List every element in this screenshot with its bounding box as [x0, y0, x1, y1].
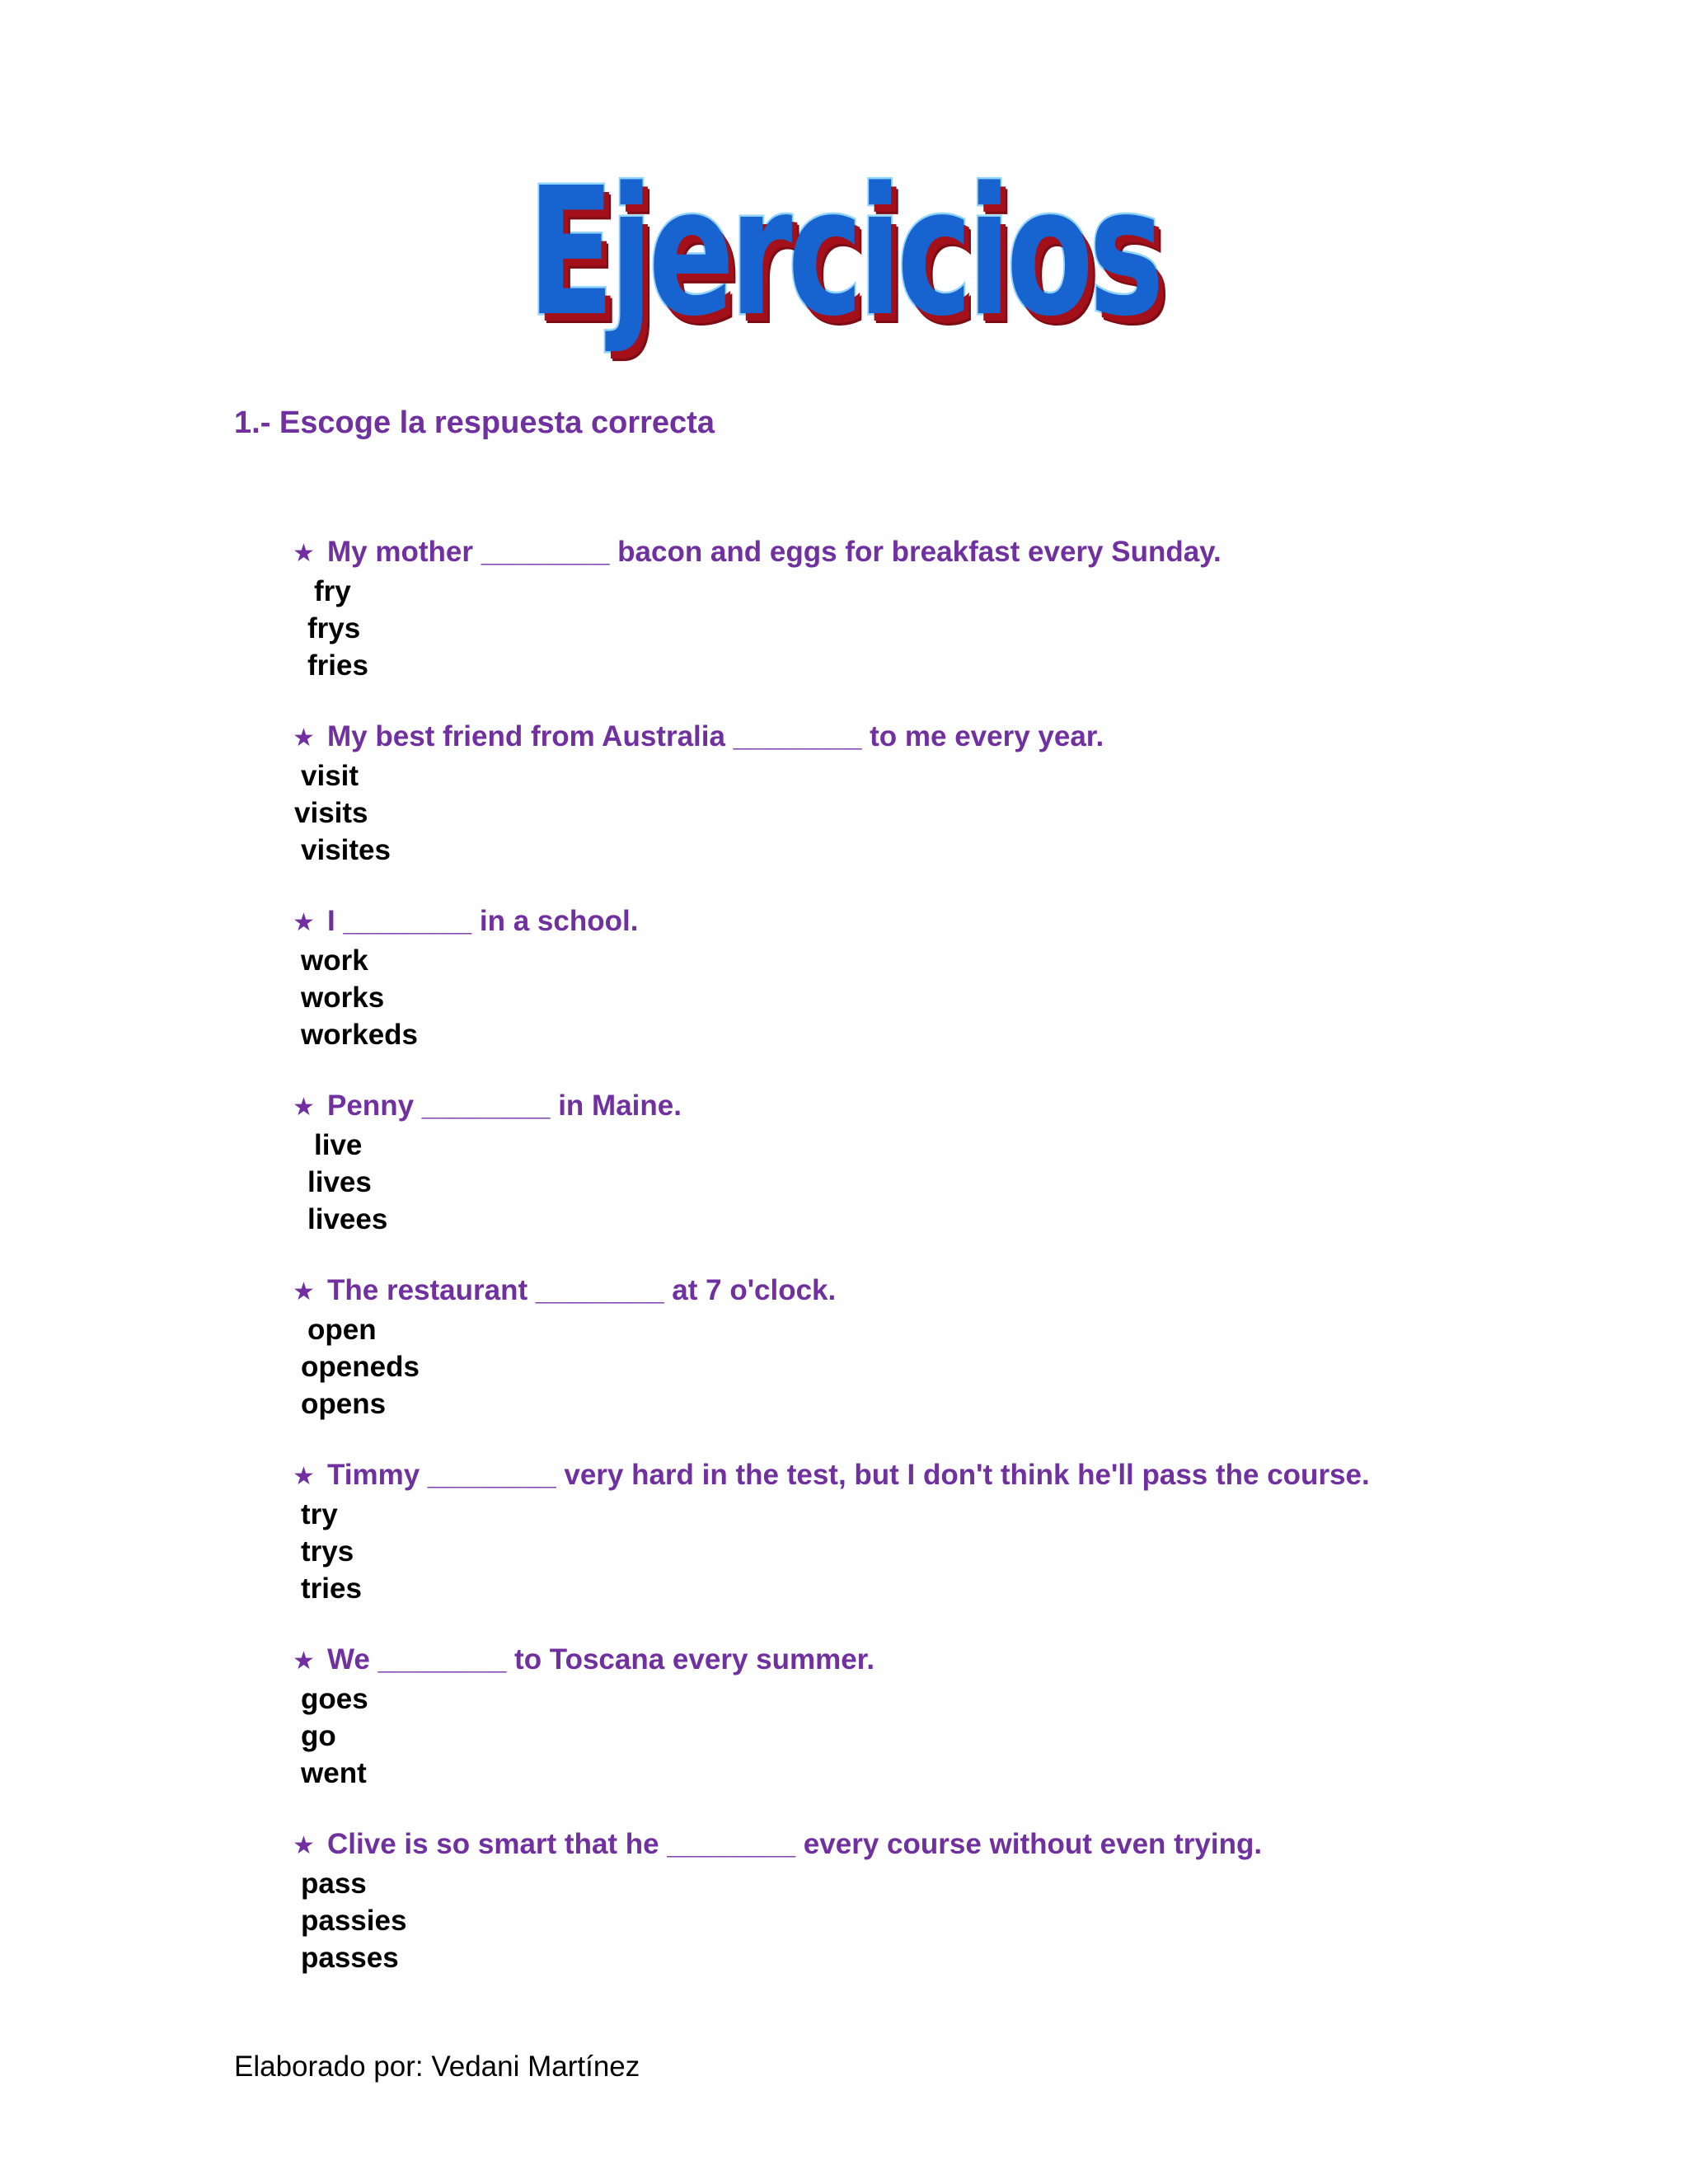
question-line — [293, 1828, 1370, 1865]
answer-option[interactable]: go — [301, 1720, 336, 1752]
answer-option[interactable]: livees — [307, 1203, 388, 1235]
answer-option[interactable]: trys — [301, 1535, 354, 1568]
author-footer: Elaborado por: Vedani Martínez — [234, 2050, 640, 2083]
option-list — [293, 1680, 1370, 1792]
answer-option[interactable]: try — [301, 1498, 338, 1530]
star-icon: ★ — [293, 724, 315, 752]
star-icon: ★ — [293, 1647, 315, 1675]
question-text: Penny ________ in Maine. — [327, 1090, 682, 1122]
answer-option[interactable]: passies — [301, 1905, 407, 1937]
answer-option[interactable]: frys — [307, 612, 361, 644]
question-text: The restaurant ________ at 7 o'clock. — [327, 1274, 837, 1306]
option-list — [293, 757, 1370, 869]
answer-option[interactable]: works — [301, 982, 385, 1014]
star-icon: ★ — [293, 1277, 315, 1306]
question-line — [293, 1274, 1370, 1311]
star-icon: ★ — [293, 1093, 315, 1122]
star-icon: ★ — [293, 908, 315, 937]
answer-option[interactable]: pass — [301, 1868, 367, 1900]
question-list — [293, 536, 1370, 2013]
question-line — [293, 536, 1370, 573]
answer-option[interactable]: openeds — [301, 1351, 420, 1383]
answer-option[interactable]: fry — [314, 575, 351, 607]
star-icon: ★ — [293, 1462, 315, 1491]
question-item — [293, 1643, 1370, 1792]
answer-option[interactable]: tries — [301, 1572, 362, 1605]
star-icon: ★ — [293, 539, 315, 568]
question-text: Clive is so smart that he ________ every course without even trying. — [327, 1828, 1263, 1860]
answer-option[interactable]: passes — [301, 1942, 399, 1974]
question-item — [293, 720, 1370, 869]
option-list — [293, 1311, 1370, 1422]
answer-option[interactable]: visit — [301, 760, 359, 792]
question-item — [293, 1090, 1370, 1238]
answer-option[interactable]: fries — [307, 649, 368, 682]
question-text: My mother ________ bacon and eggs for breakfast every Sunday. — [327, 536, 1221, 568]
answer-option[interactable]: opens — [301, 1388, 387, 1420]
question-text: Timmy ________ very hard in the test, but I don't think he'll pass the course. — [327, 1459, 1370, 1491]
answer-option[interactable]: lives — [307, 1166, 372, 1198]
answer-option[interactable]: work — [301, 944, 368, 977]
star-icon: ★ — [293, 1831, 315, 1860]
question-item — [293, 1274, 1370, 1422]
answer-option[interactable]: visites — [301, 834, 391, 866]
answer-option[interactable]: visits — [294, 797, 368, 829]
answer-option[interactable]: goes — [301, 1683, 368, 1715]
question-item — [293, 1459, 1370, 1607]
answer-option[interactable]: open — [307, 1314, 377, 1346]
option-list — [293, 1496, 1370, 1607]
question-line — [293, 1090, 1370, 1127]
question-text: We ________ to Toscana every summer. — [327, 1643, 875, 1675]
answer-option[interactable]: went — [301, 1757, 367, 1789]
option-list — [293, 1127, 1370, 1238]
answer-option[interactable]: workeds — [301, 1019, 418, 1051]
page-title: Ejercicios — [528, 150, 1160, 355]
question-line — [293, 1459, 1370, 1496]
option-list — [293, 573, 1370, 684]
option-list — [293, 942, 1370, 1053]
question-item — [293, 905, 1370, 1053]
question-text: My best friend from Australia ________ to me every year. — [327, 720, 1104, 752]
question-line — [293, 1643, 1370, 1680]
section-heading: 1.- Escoge la respuesta correcta — [234, 405, 715, 440]
question-line — [293, 720, 1370, 757]
title-container — [0, 150, 1688, 355]
question-line — [293, 905, 1370, 942]
option-list — [293, 1865, 1370, 1976]
answer-option[interactable]: live — [314, 1129, 363, 1161]
question-text: I ________ in a school. — [327, 905, 639, 937]
question-item — [293, 536, 1370, 684]
question-item — [293, 1828, 1370, 1976]
